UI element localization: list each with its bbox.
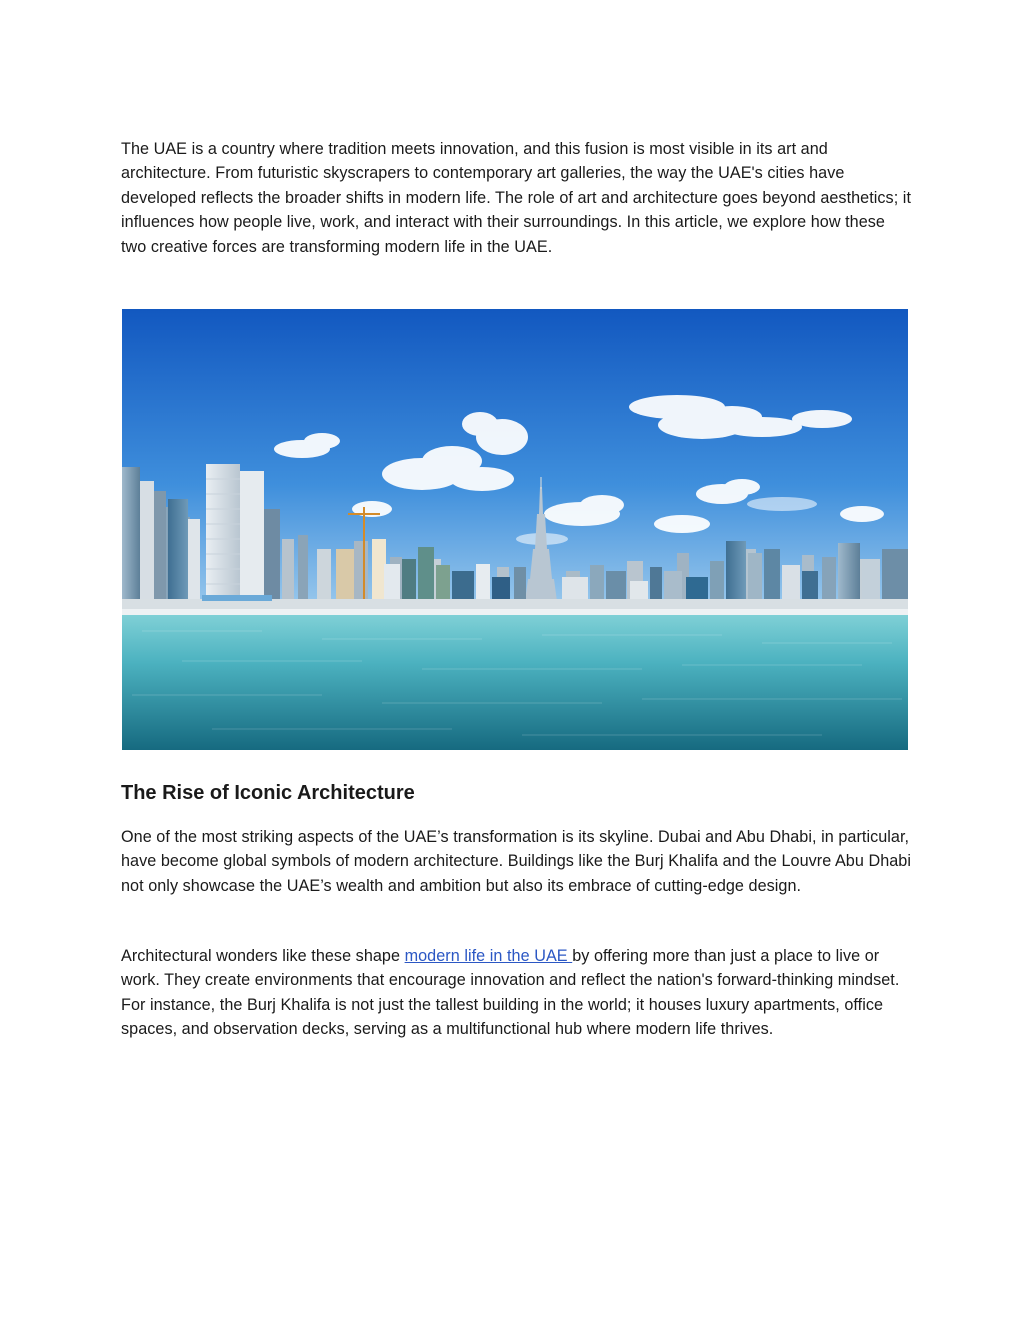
intro-paragraph: The UAE is a country where tradition meets innovation, and this fusion is most visible in its art and architecture. From futuristic skyscrapers to contemporary art galleries, the way the UAE's cities have developed reflects the broader shifts in modern life. The role of art and architecture goes beyond aesthetics; it influences how people live, work, and interact with their surroundings. In this article, we explore how these two creative forces are transforming modern life in the UAE. [121,140,911,256]
architecture-paragraph-1: One of the most striking aspects of the UAE’s transformation is its skyline. Dubai and Abu Dhabi, in particular, have become global symbols of modern architecture. Buildings like the Burj Khalifa and the Louvre Abu Dhabi not only showcase the UAE’s wealth and ambition but also its embrace of cutting-edge design. [121,828,911,895]
paragraph-2-lead-text: Architectural wonders like these shape [121,947,405,965]
modern-life-uae-link[interactable]: modern life in the UAE [404,947,573,965]
paragraph-2-trailing-text: by offering more than just a place to live or work. They create environments that encourage innovation and reflect the nation's forward-thinking mindset. For instance, the Burj Khalifa is not just the tallest building in the world; it houses luxury apartments, office spaces, and observation decks, serving as a multifunctional hub where modern life thrives. [121,947,900,1039]
dubai-skyline-image [122,309,908,750]
section-heading: The Rise of Iconic Architecture [121,782,415,804]
architecture-paragraph-2 [121,944,911,1042]
